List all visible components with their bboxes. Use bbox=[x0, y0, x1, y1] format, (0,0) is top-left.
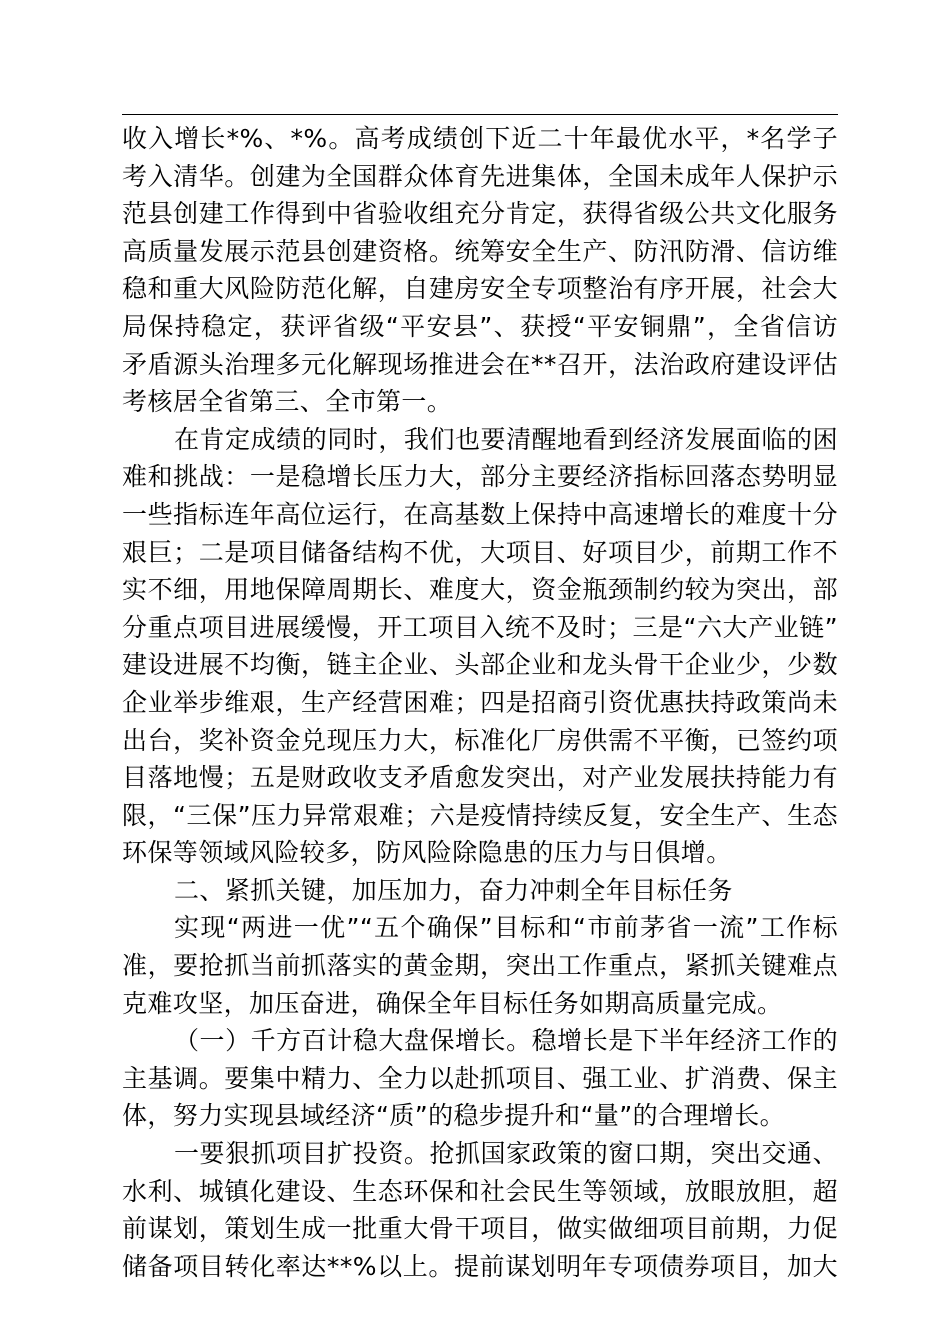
text-line: 水利、城镇化建设、生态环保和社会民生等领域，放眼放胆，超 bbox=[122, 1176, 838, 1206]
text-line: 难和挑战：一是稳增长压力大，部分主要经济指标回落态势明显 bbox=[122, 462, 838, 492]
text-line: 建设进展不均衡，链主企业、头部企业和龙头骨干企业少，少数 bbox=[122, 650, 838, 680]
section-heading: 二、紧抓关键，加压加力，奋力冲刺全年目标任务 bbox=[174, 875, 733, 905]
text-line: 目落地慢；五是财政收支矛盾愈发突出，对产业发展扶持能力有 bbox=[122, 763, 838, 793]
text-line: 主基调。要集中精力、全力以赴抓项目、强工业、扩消费、保主 bbox=[122, 1063, 838, 1093]
text-line: 实不细，用地保障周期长、难度大，资金瓶颈制约较为突出，部 bbox=[122, 575, 838, 605]
text-line: 局保持稳定，获评省级“平安县”、获授“平安铜鼎”，全省信访 bbox=[122, 311, 838, 341]
text-line: 高质量发展示范县创建资格。统筹安全生产、防汛防滑、信访维 bbox=[122, 236, 838, 266]
text-line: 实现“两进一优”“五个确保”目标和“市前茅省一流”工作标 bbox=[174, 913, 838, 943]
text-line: 矛盾源头治理多元化解现场推进会在**召开，法治政府建设评估 bbox=[122, 349, 838, 379]
text-line: 艰巨；二是项目储备结构不优，大项目、好项目少，前期工作不 bbox=[122, 537, 838, 567]
text-line: （一）千方百计稳大盘保增长。稳增长是下半年经济工作的 bbox=[174, 1026, 838, 1056]
text-line: 出台，奖补资金兑现压力大，标准化厂房供需不平衡，已签约项 bbox=[122, 725, 838, 755]
text-line: 在肯定成绩的同时，我们也要清醒地看到经济发展面临的困 bbox=[174, 424, 838, 454]
text-line: 限，“三保”压力异常艰难；六是疫情持续反复，安全生产、生态 bbox=[122, 800, 838, 830]
body-text bbox=[122, 120, 838, 1285]
text-line: 范县创建工作得到中省验收组充分肯定，获得省级公共文化服务 bbox=[122, 199, 838, 229]
text-line: 准，要抢抓当前抓落实的黄金期，突出工作重点，紧抓关键难点 bbox=[122, 951, 838, 981]
text-line: 前谋划，策划生成一批重大骨干项目，做实做细项目前期，力促 bbox=[122, 1214, 838, 1244]
text-line: 收入增长*%、*%。高考成绩创下近二十年最优水平，*名学子 bbox=[122, 124, 838, 153]
text-line: 稳和重大风险防范化解，自建房安全专项整治有序开展，社会大 bbox=[122, 274, 838, 304]
text-line: 考核居全省第三、全市第一。 bbox=[122, 387, 453, 417]
text-line: 环保等领域风险较多，防风险除隐患的压力与日俱增。 bbox=[122, 838, 732, 868]
text-line: 企业举步维艰，生产经营困难；四是招商引资优惠扶持政策尚未 bbox=[122, 687, 838, 717]
text-line: 一要狠抓项目扩投资。抢抓国家政策的窗口期，突出交通、 bbox=[174, 1139, 838, 1169]
text-line: 分重点项目进展缓慢，开工项目入统不及时；三是“六大产业链” bbox=[122, 612, 838, 642]
text-line: 体，努力实现县域经济“质”的稳步提升和“量”的合理增长。 bbox=[122, 1101, 786, 1131]
header-rule bbox=[122, 114, 838, 115]
text-line: 一些指标连年高位运行，在高基数上保持中高速增长的难度十分 bbox=[122, 499, 838, 529]
text-line: 克难攻坚，加压奋进，确保全年目标任务如期高质量完成。 bbox=[122, 988, 783, 1018]
text-line: 储备项目转化率达**%以上。提前谋划明年专项债券项目，加大 bbox=[122, 1251, 838, 1281]
text-line: 考入清华。创建为全国群众体育先进集体，全国未成年人保护示 bbox=[122, 161, 838, 191]
